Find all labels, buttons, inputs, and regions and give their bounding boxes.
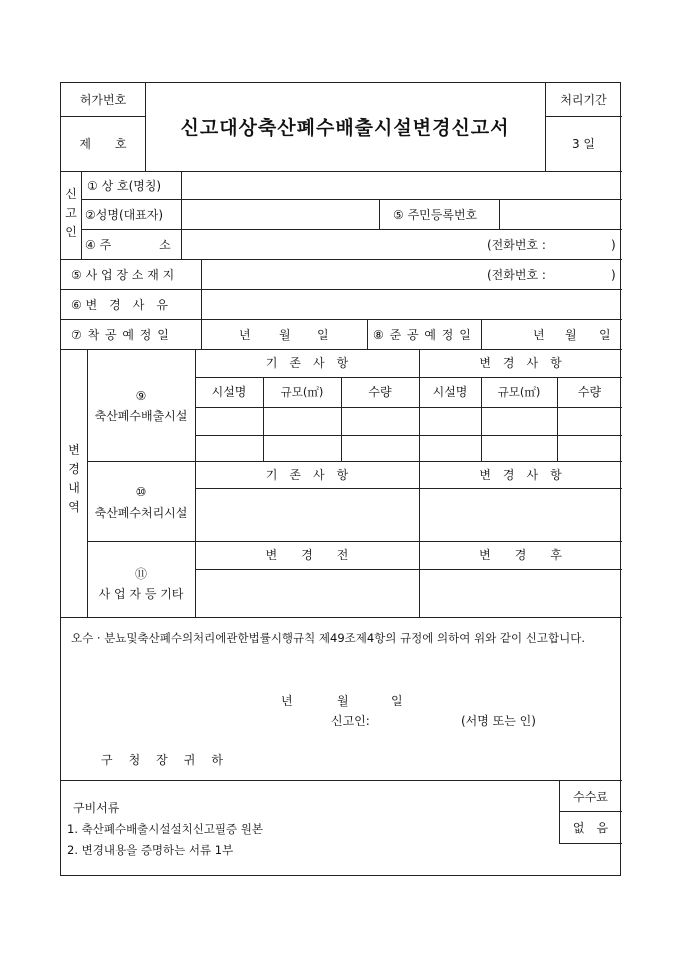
line-treatment-bottom (87, 541, 622, 542)
discharge-existing-header: 기 존 사 항 (265, 356, 349, 370)
signature-or-seal: (서명 또는 인) (461, 714, 536, 728)
declaration-year: 년 (281, 694, 293, 708)
name-label: ②성명(대표자) (85, 208, 164, 222)
address-field[interactable] (183, 231, 483, 257)
business-phone-close: ) (611, 268, 616, 282)
line-period-mid (545, 116, 622, 117)
line-location-labels (201, 259, 202, 319)
business-location-field[interactable] (203, 261, 483, 287)
address-label: ④ 주 소 (85, 238, 171, 252)
start-date-day: 일 (317, 328, 329, 342)
column-changed-quantity: 수량 (577, 385, 602, 399)
start-date-year: 년 (239, 328, 251, 342)
business-location-label: ⑤ 사 업 장 소 재 지 (71, 268, 175, 282)
processing-period-value: 3 일 (571, 137, 596, 151)
treatment-changed-header: 변 경 사 항 (479, 468, 562, 482)
business-phone-label: (전화번호 : (487, 268, 546, 282)
reporter-phone-close: ) (611, 238, 616, 252)
addressee: 구 청 장 귀 하 (101, 753, 225, 767)
operator-label: 사 업 자 등 기타 (98, 587, 184, 601)
operator-number: ⑪ (134, 567, 147, 581)
column-existing-name: 시설명 (211, 385, 247, 399)
document-item-2: 2. 변경내용을 증명하는 서류 1부 (67, 843, 234, 857)
name-field[interactable] (183, 201, 377, 227)
processing-period-label: 처리기간 (560, 93, 607, 107)
column-changed-name: 시설명 (432, 385, 468, 399)
column-existing-quantity: 수량 (368, 385, 392, 399)
line-treatment-header (195, 488, 622, 489)
line-dates-bottom (61, 349, 622, 350)
report-form (60, 82, 621, 876)
declaration-month: 월 (337, 694, 349, 708)
declaration-day: 일 (391, 694, 403, 708)
line-declaration-bottom (61, 780, 622, 781)
operator-after-header: 변 경 후 (479, 548, 562, 562)
line-reporter-labels (181, 171, 182, 259)
line-header-left (145, 83, 146, 171)
line-location-bottom (61, 289, 622, 290)
documents-heading: 구비서류 (73, 801, 120, 815)
line-resident-left (379, 199, 380, 229)
fee-label: 수수료 (573, 790, 608, 804)
line-operator-header (195, 569, 622, 570)
line-reporter-section (81, 171, 82, 259)
form-title: 신고대상축산폐수배출시설변경신고서 (180, 117, 510, 139)
discharge-number: ⑨ (135, 389, 147, 403)
completion-date-year: 년 (533, 328, 545, 342)
operator-before-header: 변 경 전 (265, 548, 349, 562)
line-header-bottom (61, 171, 622, 172)
completion-date-month: 월 (565, 328, 577, 342)
discharge-changed-header: 변 경 사 항 (479, 356, 562, 370)
declaration-text: 오수 · 분뇨및축산폐수의처리에관한법률시행규칙 제49조제4항의 규정에 의하여 위와 같이 신고합니다. (71, 631, 585, 645)
line-reporter-2 (81, 229, 622, 230)
start-date-label: ⑦ 착 공 예 정 일 (71, 328, 170, 342)
change-reason-label: ⑥ 변 경 사 유 (71, 298, 168, 312)
line-discharge-bottom (87, 461, 622, 462)
line-reason-bottom (61, 319, 622, 320)
trade-name-field[interactable] (183, 173, 620, 197)
line-details-bottom (61, 617, 622, 618)
line-reporter-bottom (61, 259, 622, 260)
line-completion-label (367, 319, 368, 349)
reporter-phone-label: (전화번호 : (487, 238, 546, 252)
line-start-label (201, 319, 202, 349)
line-permit-mid (61, 116, 145, 117)
treatment-label: 축산폐수처리시설 (94, 506, 188, 520)
fee-value: 없 음 (572, 821, 609, 835)
completion-date-day: 일 (599, 328, 611, 342)
no-label: 제 호 (79, 137, 127, 151)
column-existing-scale: 규모(㎡) (280, 385, 324, 399)
treatment-number: ⑩ (135, 485, 147, 499)
resident-no-field[interactable] (501, 201, 620, 227)
document-item-1: 1. 축산폐수배출시설설치신고필증 원본 (67, 822, 264, 836)
line-reporter-1 (81, 199, 622, 200)
discharge-label: 축산폐수배출시설 (94, 409, 188, 423)
line-fee-mid (559, 811, 622, 812)
resident-no-label: ⑤ 주민등록번호 (393, 208, 478, 222)
trade-name-label: ① 상 호(명칭) (87, 179, 162, 193)
start-date-month: 월 (279, 328, 291, 342)
column-changed-scale: 규모(㎡) (497, 385, 541, 399)
line-resident-right (499, 199, 500, 229)
completion-date-label: ⑧ 준 공 예 정 일 (373, 328, 472, 342)
reporter-section-label: 신 고 인 (65, 187, 77, 239)
reporter-signature-label: 신고인: (331, 714, 370, 728)
permit-no-label: 허가번호 (79, 93, 127, 107)
change-reason-field[interactable] (203, 291, 620, 317)
treatment-existing-header: 기 존 사 항 (265, 468, 349, 482)
line-completion-value (481, 319, 482, 349)
line-fee-bottom (559, 843, 622, 844)
details-section-label: 변 경 내 역 (68, 443, 80, 514)
